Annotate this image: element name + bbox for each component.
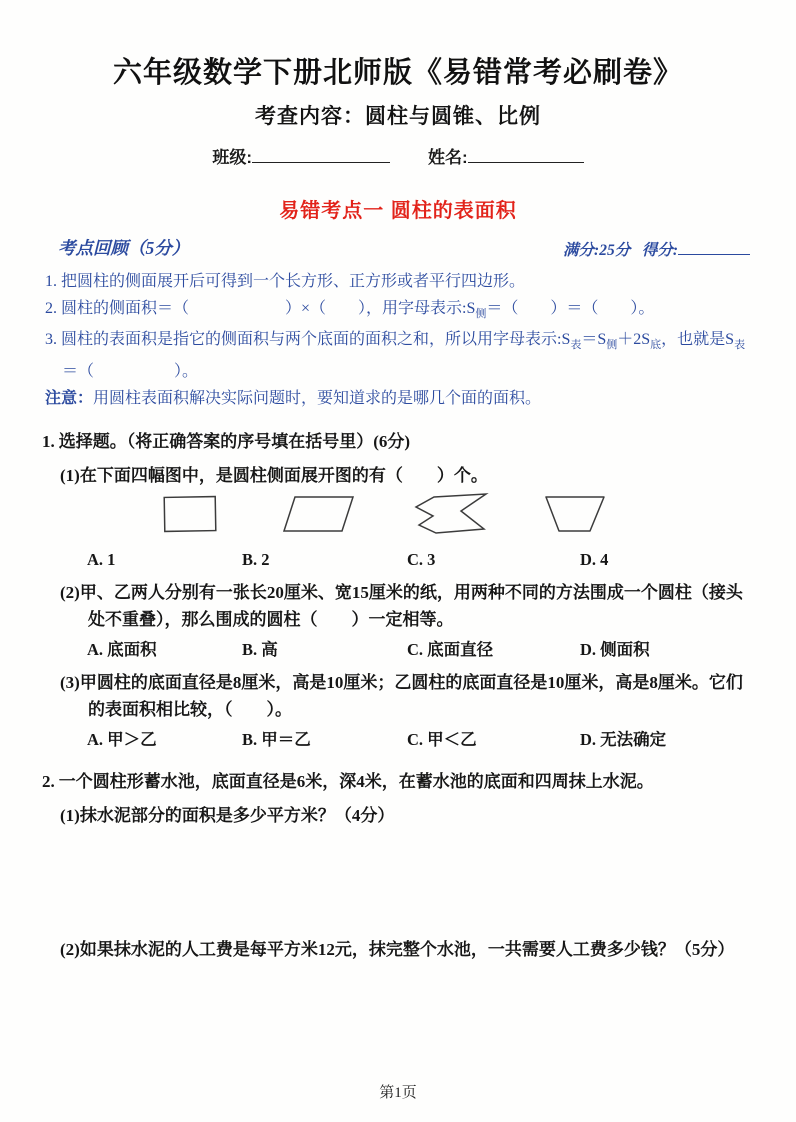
review-item-1: 1. 把圆柱的侧面展开后可得到一个长方形、正方形或者平行四边形。 [45, 273, 526, 290]
answer-space [0, 829, 796, 929]
score-area [563, 238, 750, 260]
student-info-line [0, 143, 796, 168]
review-item-2: 2. 圆柱的侧面积＝（ ）×（ ），用字母表示$:S_侧=$（ ）＝（ ）。 [45, 299, 655, 320]
question-2-number: 2. [42, 772, 55, 792]
part-label: (2) [60, 583, 80, 603]
question-2-part-2 [0, 936, 796, 963]
question-1-part-1 [0, 462, 796, 489]
review-item-3: 3. 圆柱的表面积是指它的侧面积与两个底面的面积之和，所以用字母表示$:S_表=S_侧+2S_底$，也就是$S_表=$（ ）。 [45, 331, 746, 380]
question-1-title: 选择题。（将正确答案的序号填在括号里）(6分) [58, 432, 411, 452]
review-block [0, 235, 796, 412]
option-a: A. 1 [87, 550, 116, 570]
note-text: 用圆柱表面积解决实际问题时，要知道求的是哪几个面的面积。 [93, 390, 542, 408]
option-b: B. 高 [242, 640, 278, 660]
subscript: 表 [734, 339, 746, 352]
figures-row [0, 491, 796, 543]
option-d: D. 4 [580, 550, 609, 570]
review-note [0, 386, 796, 412]
question-1-heading [0, 429, 796, 455]
name-label: 姓名: [428, 148, 468, 167]
full-score-label: 满分:25分 [563, 242, 631, 259]
subscript: 表 [570, 339, 582, 352]
part-text: 在下面四幅图中，是圆柱侧面展开图的有（ ）个。 [79, 466, 488, 486]
question-1-part-3-options [0, 728, 796, 752]
figure-parallelogram [283, 495, 355, 533]
part-label: (3) [60, 673, 80, 693]
part-label: (1) [60, 466, 80, 486]
subscript: 侧 [606, 339, 618, 352]
question-1-part-3 [0, 669, 796, 723]
question-1-part-2-options [0, 638, 796, 662]
class-label: 班级: [212, 148, 252, 167]
part-text: 甲、乙两人分别有一张长20厘米、宽15厘米的纸，用两种不同的方法围成一个圆柱（接头处不重叠），那么围成的圆柱（ ）一定相等。 [79, 583, 743, 630]
subscript: 底 [650, 339, 662, 352]
class-blank-line [252, 147, 390, 163]
name-blank-line [468, 147, 584, 163]
option-a: A. 底面积 [87, 640, 157, 660]
figure-notched-ribbon [412, 491, 490, 535]
figure-trapezoid [544, 494, 606, 534]
part-text: 如果抹水泥的人工费是每平方米12元，抹完整个水池，一共需要人工费多少钱？（5分） [79, 940, 735, 960]
option-b: B. 甲＝乙 [242, 730, 311, 750]
subscript: 侧 [475, 307, 487, 320]
question-1-number: 1. [42, 432, 55, 452]
score-label: 得分: [641, 242, 678, 259]
answer-space [0, 963, 796, 1083]
review-title: 考点回顾（5分） [58, 238, 190, 258]
exam-scope-subtitle: 考查内容：圆柱与圆锥、比例 [255, 105, 541, 128]
page-number: 第1页 [379, 1085, 417, 1101]
score-blank-line [678, 241, 750, 255]
option-c: C. 3 [407, 550, 436, 570]
part-text: 抹水泥部分的面积是多少平方米？（4分） [79, 806, 395, 826]
note-label: 注意： [45, 390, 94, 408]
review-items [0, 269, 796, 385]
part-label: (1) [60, 806, 80, 826]
question-2-heading [0, 769, 796, 795]
option-b: B. 2 [242, 550, 270, 570]
question-1-part-1-options [0, 548, 796, 572]
part-text: 甲圆柱的底面直径是8厘米，高是10厘米；乙圆柱的底面直径是10厘米，高是8厘米。它们的表面积相比较，（ ）。 [79, 673, 743, 720]
section-heading: 易错考点一 圆柱的表面积 [279, 200, 517, 222]
option-d: D. 无法确定 [580, 730, 667, 750]
option-c: C. 甲＜乙 [407, 730, 477, 750]
option-a: A. 甲＞乙 [87, 730, 157, 750]
review-head [0, 235, 796, 260]
part-label: (2) [60, 940, 80, 960]
option-d: D. 侧面积 [580, 640, 650, 660]
question-2-part-1 [0, 802, 796, 829]
question-1-part-2 [0, 579, 796, 633]
option-c: C. 底面直径 [407, 640, 494, 660]
page-title: 六年级数学下册北师版《易错常考必刷卷》 [112, 57, 683, 89]
figure-rectangle [163, 495, 218, 534]
question-2-title: 一个圆柱形蓄水池，底面直径是6米，深4米，在蓄水池的底面和四周抹上水泥。 [58, 772, 654, 792]
